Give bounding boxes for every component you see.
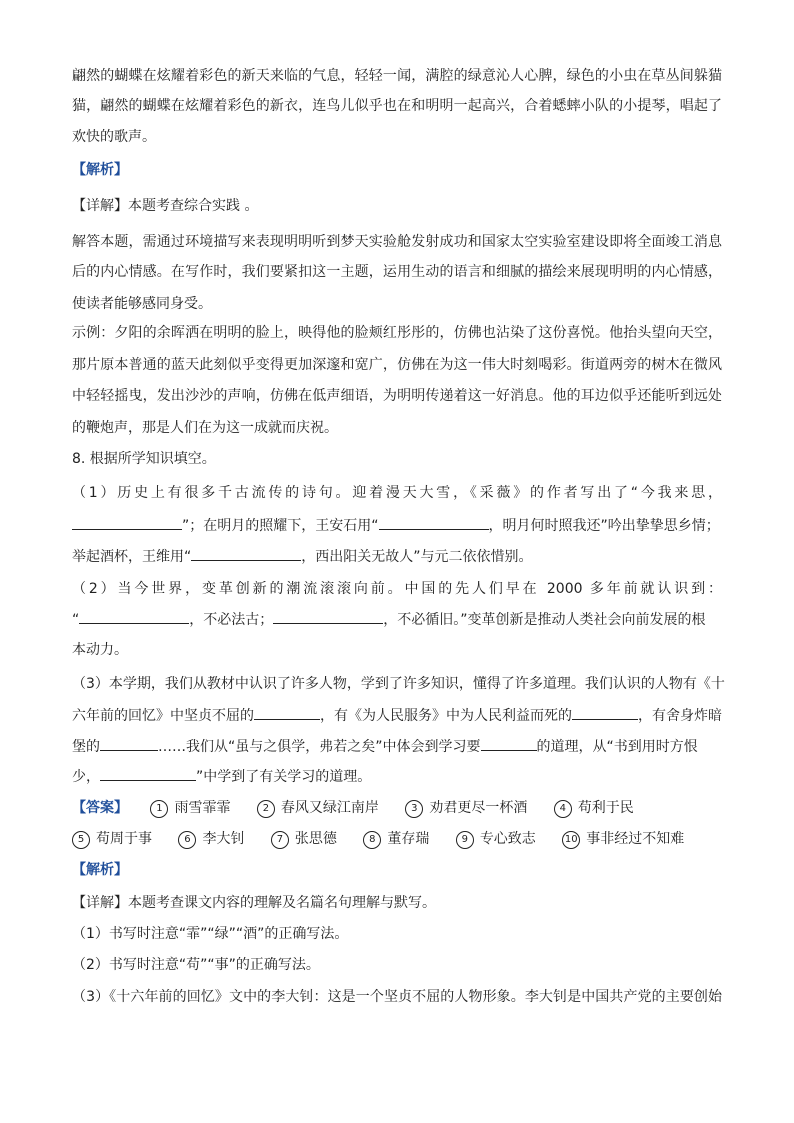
detail-heading: 【详解】本题考查综合实践 。 (72, 198, 259, 214)
answer-item: 10 事非经过不知难 (562, 829, 684, 849)
fill-blank[interactable] (273, 609, 383, 624)
answer-line (72, 829, 722, 849)
detail-line: （1）书写时注意“霏”“绿”“酒”的正确写法。 (72, 926, 349, 942)
fill-blank[interactable] (379, 515, 489, 530)
paragraph-line: 使读者能够感同身受。 (72, 296, 212, 312)
detail-line: （2）书写时注意“苟”“事”的正确写法。 (72, 957, 320, 973)
answer-item: 8 董存瑞 (363, 829, 429, 849)
answer-item: 7 张思德 (271, 829, 337, 849)
paragraph-line: 解答本题，需通过环境描写来表现明明听到梦天实验舱发射成功和国家太空实验室建设即将全面竣工消息 (72, 234, 722, 250)
paragraph-line: 欢快的歌声。 (72, 129, 156, 145)
question-line: （2）当今世界，变革创新的潮流滚滚向前。中国的先人们早在 2000 多年前就认识到： (72, 581, 722, 597)
answer-item: 4 苟利于民 (554, 798, 634, 818)
answer-item: 3 劝君更尽一杯酒 (405, 798, 527, 818)
fill-blank[interactable] (191, 546, 301, 561)
fill-blank[interactable] (100, 736, 158, 751)
example-line: 示例：夕阳的余晖洒在明明的脸上，映得他的脸颊红彤彤的，仿佛也沾染了这份喜悦。他抬头望向天空， (72, 325, 722, 341)
question-line: （3）本学期，我们从教材中认识了许多人物，学到了许多知识，懂得了许多道理。我们认识的人物有《十 (72, 676, 725, 692)
question-title: 8. 根据所学知识填空。 (72, 451, 216, 467)
question-line: 举起酒杯，王维用“ ，西出阳关无故人”与元二依依惜别。 (72, 546, 722, 567)
question-line: 六年前的回忆》中坚贞不屈的 ，有《为人民服务》中为人民利益而死的 ，有舍身炸暗 (72, 705, 722, 726)
example-line: 那片原本普通的蓝天此刻似乎变得更加深邃和宽广，仿佛在为这一伟大时刻喝彩。街道两旁的树木在微风 (72, 357, 722, 373)
paragraph-line: 后的内心情感。在写作时，我们要紧扣这一主题，运用生动的语言和细腻的描绘来展现明明的内心情感， (72, 264, 722, 280)
answer-item: 9 专心致志 (456, 829, 536, 849)
detail-line: （3）《十六年前的回忆》文中的李大钊：这是一个坚贞不屈的人物形象。李大钊是中国共产党的主要创始 (72, 989, 722, 1005)
detail-heading: 【详解】本题考查课文内容的理解及名篇名句理解与默写。 (72, 895, 436, 911)
analysis-heading: 【解析】 (72, 162, 128, 178)
fill-blank[interactable] (79, 609, 189, 624)
fill-blank[interactable] (100, 766, 196, 781)
answer-item: 6 李大钊 (178, 829, 244, 849)
example-line: 中轻轻摇曳，发出沙沙的声响，仿佛在低声细语，为明明传递着这一好消息。他的耳边似乎还能听到远处 (72, 388, 722, 404)
fill-blank[interactable] (481, 736, 537, 751)
fill-blank[interactable] (72, 515, 182, 530)
paragraph-line: 翩然的蝴蝶在炫耀着彩色的新天来临的气息，轻轻一闻，满腔的绿意沁人心脾，绿色的小虫在草丛间躲猫 (72, 68, 722, 84)
question-line: 少， ”中学到了有关学习的道理。 (72, 766, 722, 787)
answer-heading: 【答案】 (72, 800, 128, 816)
fill-blank[interactable] (254, 705, 320, 720)
question-line: “ ，不必法古； ，不必循旧。”变革创新是推动人类社会向前发展的根 (72, 609, 722, 630)
paragraph-line: 猫，翩然的蝴蝶在炫耀着彩色的新衣，连鸟儿似乎也在和明明一起高兴，合着蟋蟀小队的小提琴，唱起了 (72, 98, 722, 114)
question-line: （1）历史上有很多千古流传的诗句。迎着漫天大雪，《采薇》的作者写出了“今我来思， (72, 485, 722, 501)
answer-line (72, 798, 722, 818)
question-line: 堡的 ……我们从“虽与之俱学，弗若之矣”中体会到学习要 的道理，从“书到用时方恨 (72, 736, 722, 757)
answer-item: 1 雨雪霏霏 (150, 798, 230, 818)
question-line: 本动力。 (72, 642, 128, 658)
answer-item: 2 春风又绿江南岸 (257, 798, 379, 818)
question-line: ”；在明月的照耀下，王安石用“ ，明月何时照我还”吟出挚挚思乡情； (72, 515, 722, 536)
fill-blank[interactable] (572, 705, 638, 720)
analysis-heading: 【解析】 (72, 862, 128, 878)
answer-item: 5 苟周于事 (72, 829, 152, 849)
example-line: 的鞭炮声，那是人们在为这一成就而庆祝。 (72, 420, 338, 436)
